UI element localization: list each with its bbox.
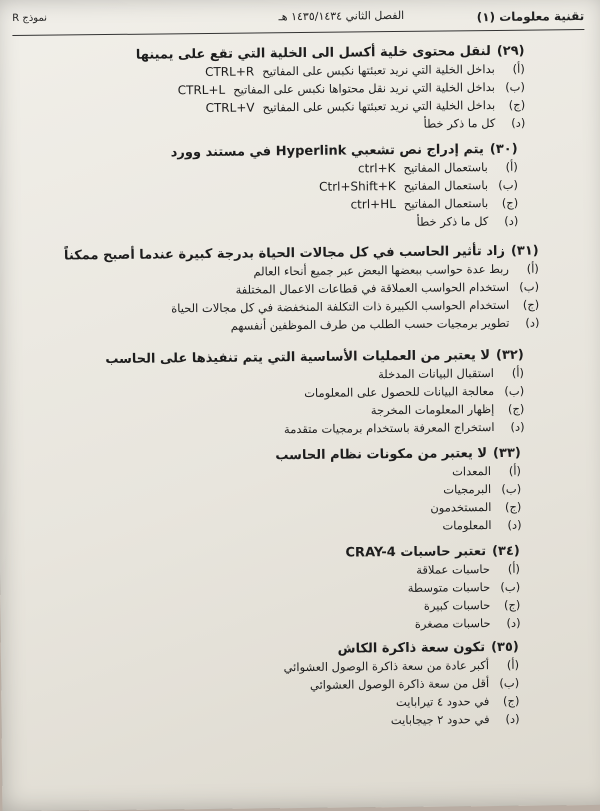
page-header <box>12 3 584 31</box>
semester-label: الفصل الثاني ١٤٣٥/١٤٣٤ هـ <box>278 8 405 24</box>
option-text: المعدات <box>451 464 492 479</box>
question-text: يتم إدراج نص تشعبي Hyperlink في مستند وورد <box>170 142 484 161</box>
question-stem <box>345 544 520 561</box>
option-letter: (ج) <box>501 195 519 210</box>
option-letter: (د) <box>504 213 519 228</box>
option-letter: (ب) <box>498 177 519 192</box>
question-number: (٢٩) <box>496 43 525 59</box>
option-text: ربط عدة حواسب ببعضها البعض عبر جميع أنحاء العالم <box>253 261 509 279</box>
option-text: معالجة البيانات للحصول على المعلومات <box>304 383 495 400</box>
option-letter: (د) <box>507 517 522 532</box>
option-shortcut: ctrl+K <box>357 161 396 176</box>
option-shortcut: CTRL+V <box>205 100 255 115</box>
option-text: تطوير برمجيات حسب الطلب من طرف الموظفين أنفسهم <box>230 315 510 333</box>
answer-option <box>106 418 525 440</box>
option-text: باستعمال المفاتيح <box>403 178 489 193</box>
answer-option <box>284 710 520 730</box>
option-text: استخراج المعرفة باستخدام برمجيات متقدمة <box>283 419 495 437</box>
option-letter: (أ) <box>526 261 539 276</box>
question-number: (٣٢) <box>495 347 524 363</box>
question-block <box>171 142 519 234</box>
answer-option <box>171 212 518 234</box>
question-stem <box>283 640 519 657</box>
question-number: (٣١) <box>510 243 539 259</box>
question-text: تكون سعة ذاكرة الكاش <box>337 640 486 657</box>
question-number: (٣٠) <box>489 141 518 158</box>
header-divider <box>12 29 584 36</box>
option-text: البرمجيات <box>443 482 492 497</box>
question-number: (٣٥) <box>490 639 519 656</box>
option-text: بداخل الخلية التي نريد تعبئتها نكبس على المفاتيح <box>262 61 495 79</box>
option-letter: (ج) <box>503 597 521 612</box>
option-letter: (د) <box>525 315 540 330</box>
option-letter: (ب) <box>504 383 525 398</box>
option-text: في حدود ٢ جيجابايت <box>390 712 490 728</box>
answer-option <box>346 614 521 634</box>
option-text: باستعمال المفاتيح <box>403 196 489 211</box>
option-letter: (ج) <box>522 297 540 312</box>
option-letter: (ج) <box>502 693 520 708</box>
question-text: زاد تأثير الحاسب في كل مجالات الحياة بدرجة كبيرة عندما أصبح ممكناً <box>63 243 505 264</box>
option-text: المعلومات <box>442 518 492 533</box>
option-letter: (ب) <box>501 481 522 496</box>
option-text: كل ما ذكر خطأ <box>423 115 496 131</box>
option-letter: (أ) <box>511 365 525 380</box>
option-letter: (أ) <box>508 463 522 478</box>
option-text: أكبر عادة من سعة ذاكرة الوصول العشوائي <box>283 658 490 675</box>
option-text: أقل من سعة ذاكرة الوصول العشوائي <box>309 676 490 692</box>
option-text: بداخل الخلية التي نريد نقل محتواها نكبس على المفاتيح <box>233 79 496 97</box>
option-text: كل ما ذكر خطأ <box>416 214 489 229</box>
option-letter: (د) <box>506 615 521 630</box>
option-list <box>346 560 521 634</box>
question-block <box>105 348 524 440</box>
option-letter: (ب) <box>499 675 520 690</box>
option-letter: (ج) <box>507 401 525 416</box>
question-stem <box>275 446 521 464</box>
option-letter: (ب) <box>500 579 521 594</box>
answer-option <box>65 314 540 337</box>
answer-option <box>346 560 521 580</box>
question-block <box>283 640 519 730</box>
option-text: حاسبات كبيرة <box>423 598 491 613</box>
option-text: المستخدمون <box>430 500 492 515</box>
option-text: باستعمال المفاتيح <box>403 160 488 175</box>
option-text: إظهار المعلومات المخرجة <box>370 401 495 418</box>
option-list <box>275 462 521 537</box>
option-text: في حدود ٤ تيرابايت <box>395 694 490 710</box>
option-letter: (د) <box>510 419 525 434</box>
option-list <box>105 364 524 440</box>
option-letter: (أ) <box>512 61 525 76</box>
option-letter: (أ) <box>507 561 521 576</box>
question-block <box>275 446 521 537</box>
option-letter: (أ) <box>506 657 520 672</box>
question-text: لا يعتبر من مكونات نظام الحاسب <box>275 446 488 464</box>
option-letter: (أ) <box>505 159 518 174</box>
option-text: استقبال البيانات المدخلة <box>377 365 495 382</box>
answer-option <box>136 114 525 136</box>
option-letter: (ب) <box>505 79 526 94</box>
answer-option <box>346 596 521 616</box>
option-letter: (ج) <box>504 499 522 514</box>
option-text: حاسبات متوسطة <box>407 580 491 595</box>
subject-title: تقنية معلومات (١) <box>476 9 585 25</box>
answer-option <box>346 578 521 598</box>
option-letter: (ب) <box>519 279 540 294</box>
option-shortcut: Ctrl+Shift+K <box>319 179 396 194</box>
question-text: لا يعتبر من العمليات الأساسية التي يتم تنفيذها على الحاسب <box>105 348 491 368</box>
option-shortcut: CTRL+R <box>204 64 255 79</box>
question-text: تعتبر حاسبات CRAY-4 <box>345 544 487 561</box>
option-letter: (ج) <box>508 97 526 112</box>
question-block <box>64 244 540 337</box>
answer-option <box>276 516 522 537</box>
question-block <box>345 544 520 634</box>
option-shortcut: CTRL+L <box>177 82 226 98</box>
option-list <box>136 60 526 136</box>
option-text: استخدام الحواسب العملاقة في قطاعات الاعمال المختلفة <box>235 279 510 297</box>
model-label: نموذج R <box>12 12 48 25</box>
option-text: حاسبات مصغرة <box>414 616 491 631</box>
option-list <box>64 260 539 337</box>
option-text: بداخل الخلية التي نريد تعبئتها نكبس على المفاتيح <box>262 97 496 115</box>
option-letter: (د) <box>505 711 520 726</box>
question-block <box>136 44 526 136</box>
option-text: حاسبات عملاقة <box>416 562 491 577</box>
option-list <box>171 158 519 234</box>
question-number: (٣٣) <box>492 445 521 462</box>
option-shortcut: ctrl+HL <box>350 197 396 212</box>
option-letter: (د) <box>511 115 526 130</box>
option-text: استخدام الحواسب الكبيرة ذات التكلفة المنخفضة في كل مجالات الحياة <box>171 297 510 316</box>
question-number: (٣٤) <box>491 543 520 560</box>
option-list <box>283 656 519 730</box>
question-text: لنقل محتوى خلية أكسل الى الخلية التي تقع على يمينها <box>135 44 491 63</box>
